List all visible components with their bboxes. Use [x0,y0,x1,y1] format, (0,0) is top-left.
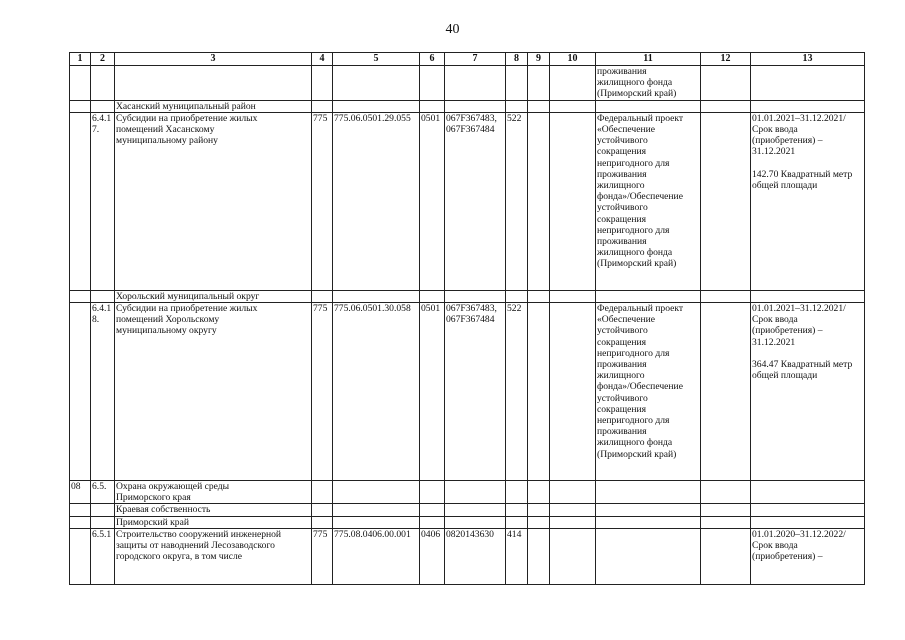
header-cell: 13 [751,53,865,66]
cell-code: 067F367483, 067F367484 [445,112,506,290]
page-number: 40 [445,22,460,37]
cell-item-number: 6.4.1 8. [91,303,115,481]
table-row [70,303,865,481]
header-cell: 5 [333,53,420,66]
cell-code: 0820143630 [445,528,506,584]
cell-code: 0501 [420,303,445,481]
header-cell: 8 [506,53,528,66]
cell-item-number: 6.5.1 [91,528,115,584]
cell-item-name: Субсидии на приобретение жилых помещений Хорольскому муниципальному округу [115,303,312,481]
section-title: Охрана окружающей среды Приморского края [115,481,312,504]
header-cell: 10 [550,53,596,66]
cell-code: 775 [312,112,333,290]
cell-code: 0501 [420,112,445,290]
table-header-row [70,53,865,66]
cell-code: 414 [506,528,528,584]
header-cell: 9 [528,53,550,66]
header-cell: 11 [596,53,701,66]
cell-dates: 01.01.2021–31.12.2021/ Срок ввода (приобретения) – 31.12.2021 142.70 Квадратный метр общей площади [751,112,865,290]
section-row [70,481,865,504]
cell-code: 775 [312,303,333,481]
document-table [69,52,865,585]
cell-funding-source: Федеральный проект «Обеспечение устойчивого сокращения непригодного для проживания жилищного фонда»/Обеспечение устойчивого сокращения непригодного для проживания жилищного фонда (Приморский край) [596,112,701,290]
cell-item-name: Строительство сооружений инженерной защиты от наводнений Лесозаводского городского округа, в том числе [115,528,312,584]
cell-chapter-number: 08 [70,481,91,504]
cell-code: 775 [312,528,333,584]
cell-item-number: 6.5. [91,481,115,504]
cell-dates: 01.01.2021–31.12.2021/ Срок ввода (приобретения) – 31.12.2021 364.47 Квадратный метр общей площади [751,303,865,481]
header-cell: 4 [312,53,333,66]
table-row [70,66,865,101]
section-title: Приморский край [115,516,312,528]
header-cell: 7 [445,53,506,66]
cell-dates: 01.01.2020–31.12.2022/ Срок ввода (приобретения) – [751,528,865,584]
cell-code: 775.08.0406.00.001 [333,528,420,584]
header-cell: 12 [701,53,751,66]
cell-code: 522 [506,303,528,481]
cell-code: 775.06.0501.30.058 [333,303,420,481]
section-row [70,290,865,302]
section-title: Хорольский муниципальный округ [115,290,312,302]
section-row [70,504,865,516]
cell-code: 0406 [420,528,445,584]
header-cell: 3 [115,53,312,66]
section-row [70,516,865,528]
cell-funding-source: проживания жилищного фонда (Приморский край) [596,66,701,101]
header-cell: 6 [420,53,445,66]
section-title: Хасанский муниципальный район [115,100,312,112]
cell-funding-source [596,528,701,584]
cell-item-number: 6.4.1 7. [91,112,115,290]
header-cell: 1 [70,53,91,66]
section-row [70,100,865,112]
section-title: Краевая собственность [115,504,312,516]
cell-code: 522 [506,112,528,290]
cell-code: 067F367483, 067F367484 [445,303,506,481]
header-cell: 2 [91,53,115,66]
cell-item-name: Субсидии на приобретение жилых помещений Хасанскому муниципальному району [115,112,312,290]
cell-funding-source: Федеральный проект «Обеспечение устойчивого сокращения непригодного для проживания жилищного фонда»/Обеспечение устойчивого сокращения непригодного для проживания жилищного фонда (Приморский край) [596,303,701,481]
table-row [70,528,865,584]
cell-code: 775.06.0501.29.055 [333,112,420,290]
table-row [70,112,865,290]
